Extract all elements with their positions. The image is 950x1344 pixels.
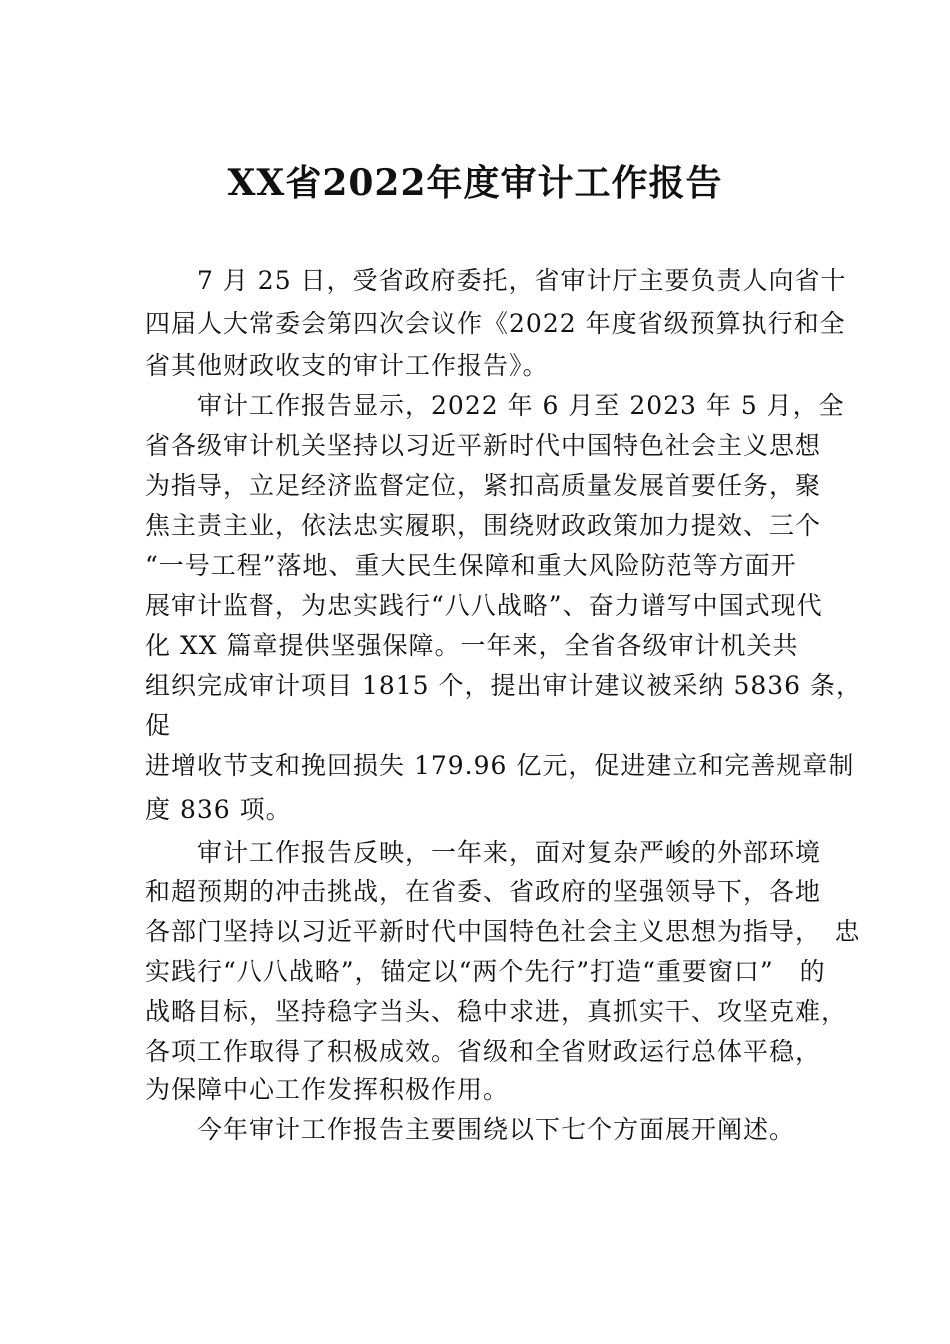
body-line: 审计工作报告反映，一年来，面对复杂严峻的外部环境 [145, 838, 822, 867]
body-line: 省其他财政收支的审计工作报告》。 [145, 351, 549, 380]
body-line: 省各级审计机关坚持以习近平新时代中国特色社会主义思想 [145, 431, 822, 460]
body-line: 焦主责主业，依法忠实履职，围绕财政政策加力提效、三个 [145, 511, 822, 540]
body-line: 实践行“八八战略”，锚定以“两个先行”打造“重要窗口” 的 [145, 957, 826, 986]
body-line: 促 [145, 711, 172, 740]
body-line: 四届人大常委会第四次会议作《2022 年度省级预算执行和全 [145, 309, 846, 338]
body-line: 展审计监督，为忠实践行“八八战略”、奋力谱写中国式现代 [145, 591, 823, 620]
body-line: 度 836 项。 [145, 795, 292, 824]
body-line: 各项工作取得了积极成效。省级和全省财政运行总体平稳， [145, 1037, 822, 1066]
body-line: 化 XX 篇章提供坚强保障。一年来，全省各级审计机关共 [145, 631, 799, 660]
body-line: 今年审计工作报告主要围绕以下七个方面展开阐述。 [145, 1115, 796, 1144]
body-line: 为指导，立足经济监督定位，紧扣高质量发展首要任务，聚 [145, 471, 822, 500]
body-line: 组织完成审计项目 1815 个，提出审计建议被采纳 5836 条， [145, 671, 863, 700]
body-line: 和超预期的冲击挑战，在省委、省政府的坚强领导下，各地 [145, 877, 822, 906]
body-line: 7 月 25 日，受省政府委托，省审计厅主要负责人向省十 [145, 266, 847, 295]
page-title: XX省2022年度审计工作报告 [227, 162, 723, 204]
body-line: 战略目标，坚持稳字当头、稳中求进，真抓实干、攻坚克难， [145, 997, 848, 1026]
body-line: 审计工作报告显示，2022 年 6 月至 2023 年 5 月，全 [145, 391, 845, 420]
body-line: 为保障中心工作发挥积极作用。 [145, 1075, 510, 1104]
body-line: 各部门坚持以习近平新时代中国特色社会主义思想为指导， 忠 [145, 917, 861, 946]
body-line: “一号工程”落地、重大民生保障和重大风险防范等方面开 [145, 551, 797, 580]
body-line: 进增收节支和挽回损失 179.96 亿元，促进建立和完善规章制 [145, 751, 855, 780]
